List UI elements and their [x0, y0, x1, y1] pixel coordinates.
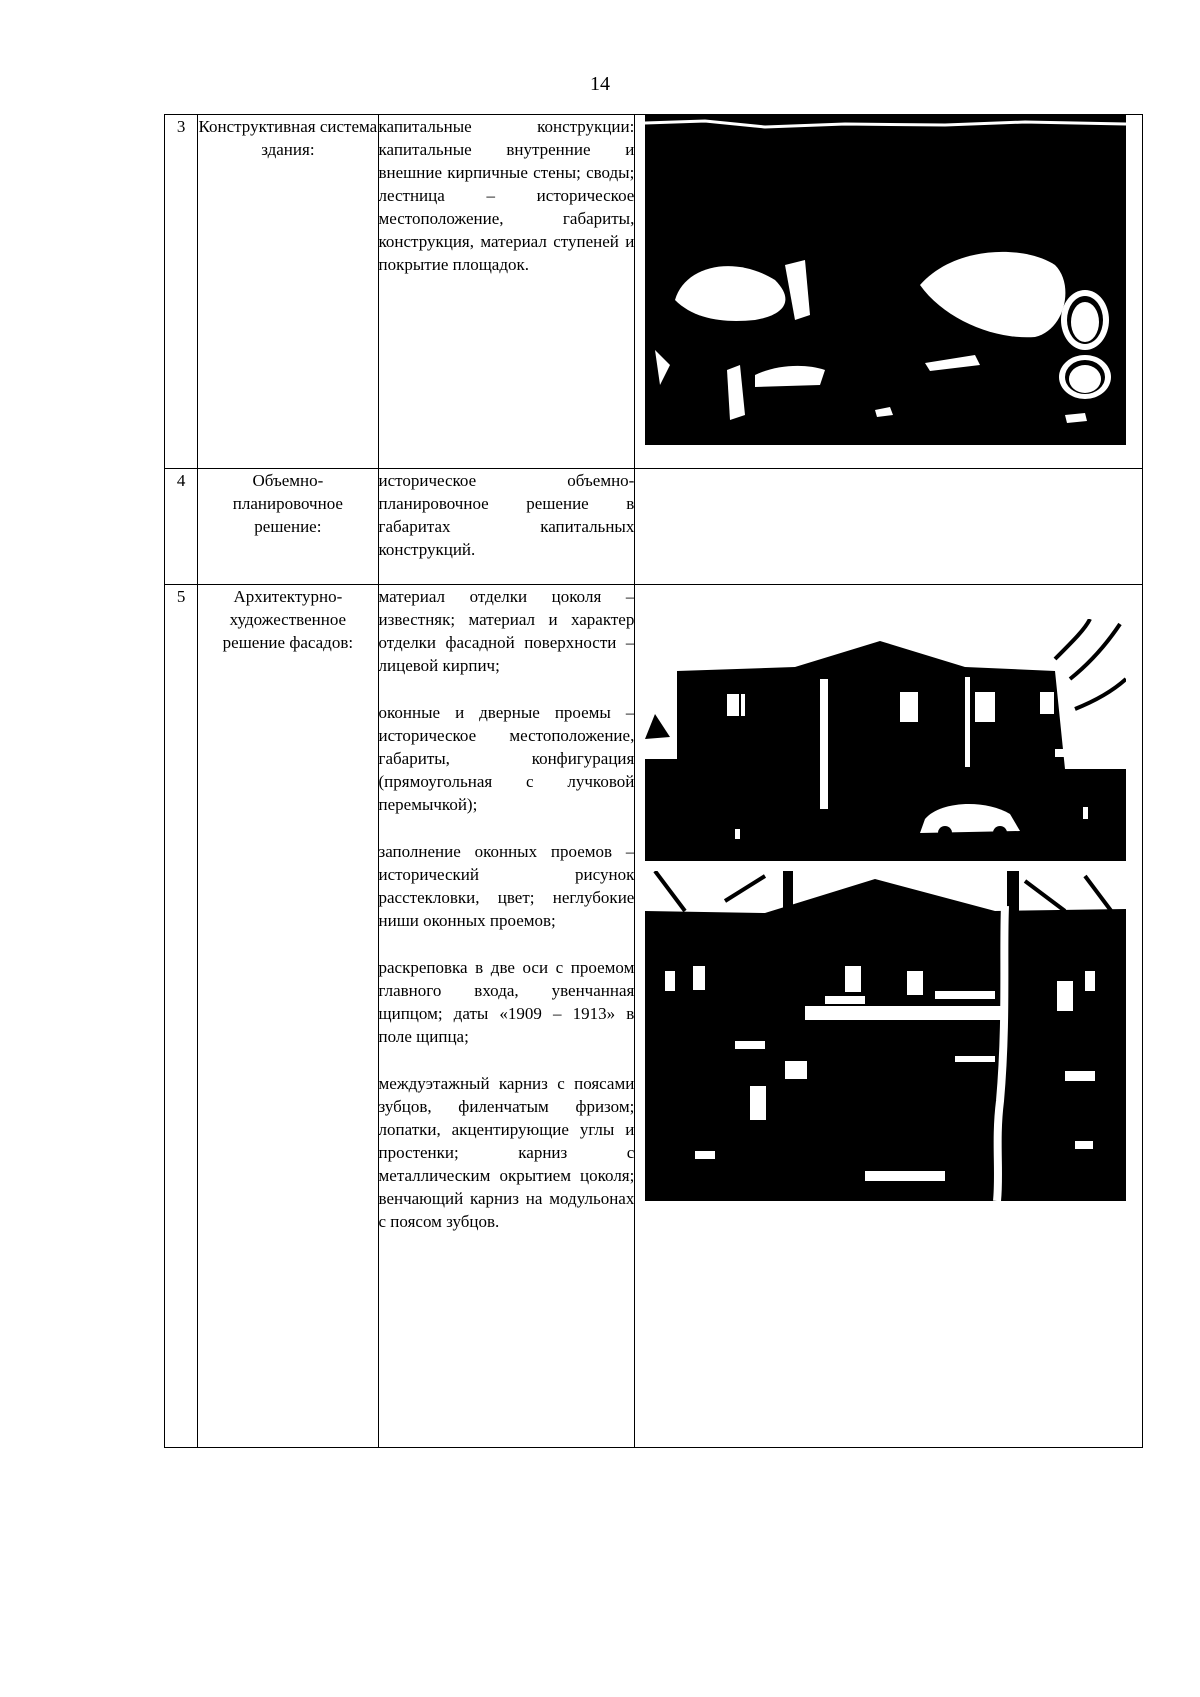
photo-cell: [635, 469, 1143, 585]
photo-cell: [635, 115, 1143, 469]
description-paragraph: раскреповка в две оси с проемом главного входа, увенчанная щипцом; даты «1909 – 1913» в поле щипца;: [378, 958, 635, 1046]
feature-description: [378, 469, 635, 585]
facade-photo-street: [645, 619, 1126, 861]
description-paragraph: историческое объемно-планировочное решение в габаритах капитальных конструкций.: [378, 471, 635, 559]
table-row: [165, 585, 1143, 1448]
description-paragraph: материал отделки цоколя – известняк; материал и характер отделки фасадной поверхности – лицевой кирпич;: [378, 587, 635, 675]
description-paragraph: междуэтажный карниз с поясами зубцов, филенчатым фризом; лопатки, акцентирующие углы и простенки; карниз с металлическим окрытием цоколя; венчающий карниз на модульонах с поясом зубцов.: [378, 1074, 635, 1231]
table-row: [165, 469, 1143, 585]
description-paragraph: капитальные конструкции: капитальные внутренние и внешние кирпичные стены; своды; лестница – историческое местоположение, габариты, конструкция, материал ступеней и покрытие площадок.: [378, 117, 635, 274]
table-row: [165, 115, 1143, 469]
row-number: 3: [165, 115, 198, 469]
feature-name: Конструктивная система здания:: [198, 115, 378, 469]
photo-cell: [635, 585, 1143, 1448]
vault-interior-photo: [645, 115, 1126, 445]
row-number: 5: [165, 585, 198, 1448]
description-paragraph: заполнение оконных проемов – исторический рисунок расстекловки, цвет; неглубокие ниши оконных проемов;: [378, 842, 635, 930]
feature-name: Архитектурно-художественное решение фасадов:: [198, 585, 378, 1448]
feature-description: [378, 115, 635, 469]
row-number: 4: [165, 469, 198, 585]
description-paragraph: оконные и дверные проемы – историческое местоположение, габариты, конфигурация (прямоугольная с лучковой перемычкой);: [378, 703, 635, 814]
feature-name: Объемно-планировочное решение:: [198, 469, 378, 585]
monument-subject-table: [164, 114, 1143, 1448]
page-number: 14: [590, 73, 610, 95]
feature-description: [378, 585, 635, 1448]
facade-photo-entrance: [645, 871, 1126, 1201]
